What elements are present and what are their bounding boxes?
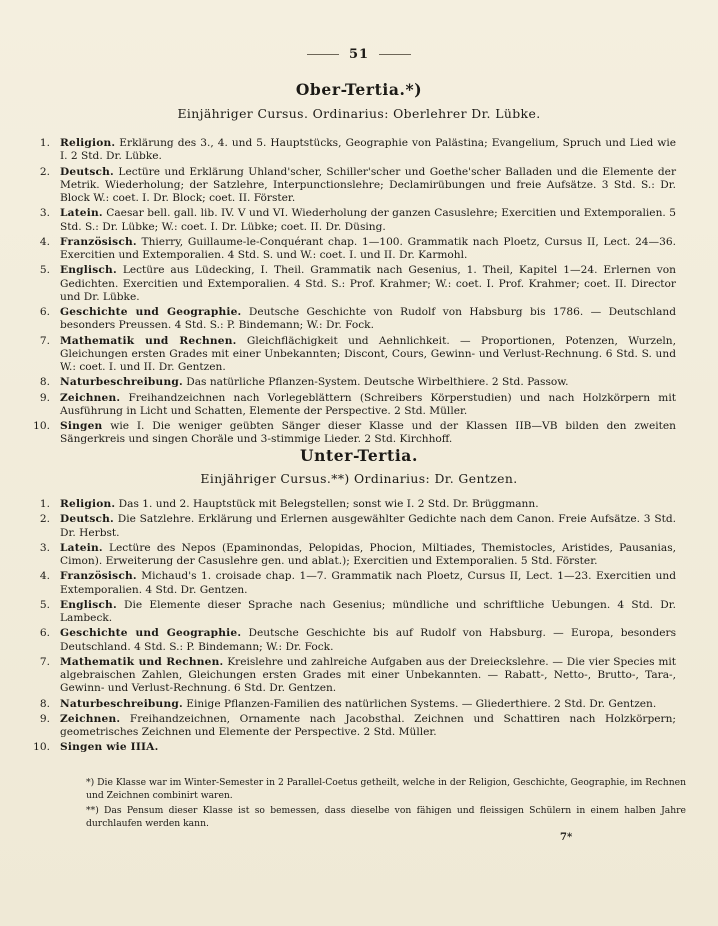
unter-tertia-list — [26, 498, 676, 757]
list-item: 6. Geschichte und Geographie. Deutsche Geschichte bis auf Rudolf von Habsburg. — Europa, besonders Deutschland. 4 Std. S.: P. Bindemann; W.: Dr. Fock. — [39, 627, 677, 653]
section-subtitle-unter-tertia: Einjähriger Cursus.**) Ordinarius: Dr. Gentzen. — [200, 471, 518, 486]
list-item: 8. Naturbeschreibung. Einige Pflanzen-Familien des natürlichen Systems. — Gliederthiere. 2 Std. Dr. Gentzen. — [39, 697, 657, 710]
footnote-1: *) Die Klasse war im Winter-Semester in 2 Parallel-Coetus getheilt, welche in der Religion, Geschichte, Geographie, im Rechnen und Zeichnen combinirt waren. — [86, 777, 686, 801]
section-subtitle-ober-tertia: Einjähriger Cursus. Ordinarius: Oberlehrer Dr. Lübke. — [177, 106, 541, 121]
list-item: 7. Mathematik und Rechnen. Kreislehre und zahlreiche Aufgaben aus der Dreieckslehre. — Die vier Species mit algebraischen Zahlen, Gleichungen ersten Grades mit einer Unbekannten. — Rabatt-, Netto-, Brutto-, Tara-, Gewinn- und Verlust-Rechnung. 6 Std. Dr. Gentzen. — [39, 655, 677, 695]
list-item: 3. Latein. Lectüre des Nepos (Epaminondas, Pelopidas, Phocion, Miltiades, Themistocles, Aristides, Pausanias, Cimon). Erweiterung der Casuslehre gen. und ablat.); Exercitien und Extemporalien. 5 Std. Förster. — [39, 541, 676, 567]
signature-mark: 7* — [560, 832, 573, 843]
list-item: 4. Französisch. Michaud's 1. croisade chap. 1—7. Grammatik nach Ploetz, Cursus II, Lect. 1—23. Exercitien und Extemporalien. 4 Std. Dr. Gentzen. — [39, 570, 676, 596]
list-item: 10. Singen wie I. Die weniger geübten Sänger dieser Klasse und der Klassen IIB—VB bilden den zweiten Sängerkreis und singen Choräle und 3-stimmige Lieder. 2 Std. Kirchhoff. — [33, 420, 676, 446]
list-item: 9. Zeichnen. Freihandzeichnen, Ornamente nach Jacobsthal. Zeichnen und Schattiren nach Holzkörpern; geometrisches Zeichnen und Elemente der Perspective. 2 Std. Müller. — [39, 712, 676, 738]
list-item: 1. Religion. Erklärung des 3., 4. und 5. Hauptstücks, Geographie von Palästina; Evangelium, Spruch und Lied wie I. 2 Std. Dr. Lübke. — [39, 137, 676, 163]
footnote-2: **) Das Pensum dieser Klasse ist so bemessen, dass dieselbe von fähigen und fleissigen Schülern in einem halben Jahre durchlaufen werden kann. — [86, 805, 686, 829]
list-item: 9. Zeichnen. Freihandzeichnen nach Vorlegeblättern (Schreibers Körperstudien) und nach Holzkörpern mit Ausführung in Licht und Schatten, Elemente der Perspective. 2 Std. Müller. — [39, 391, 676, 417]
list-item: 2. Deutsch. Lectüre und Erklärung Uhland'scher, Schiller'scher und Goethe'scher Balladen und die Elemente der Metrik. Wiederholung; der Satzlehre, Interpunctionslehre; Declamirübungen und freie Aufsätze. 3 Std. S.: Dr. Block W.: coet. I. Dr. Block; coet. II. Förster. — [39, 165, 677, 204]
ober-tertia-list — [26, 137, 676, 449]
list-item: 1. Religion. Das 1. und 2. Hauptstück mit Belegstellen; sonst wie I. 2 Std. Dr. Brüggmann. — [39, 498, 539, 510]
divider — [307, 54, 339, 55]
list-item: 10. Singen wie IIIA. — [33, 741, 159, 754]
list-item: 6. Geschichte und Geographie. Deutsche Geschichte von Rudolf von Habsburg bis 1786. — Deutschland besonders Preussen. 4 Std. S.: P. Bindemann; W.: Dr. Fock. — [39, 306, 676, 332]
list-item: 4. Französisch. Thierry, Guillaume-le-Conquérant chap. 1—100. Grammatik nach Ploetz, Cursus II, Lect. 24—36. Exercitien und Extemporalien. 4 Std. S. und W.: coet. I. und II. Dr. Karmohl. — [39, 235, 676, 261]
list-item: 7. Mathematik und Rechnen. Gleichflächigkeit und Aehnlichkeit. — Proportionen, Potenzen, Wurzeln, Gleichungen ersten Grades mit einer Unbekannten; Discont, Cours, Gewinn- und Verlust-Rechnung. 6 Std. S. und W.: coet. I. und II. Dr. Gentzen. — [39, 334, 676, 373]
list-item: 3. Latein. Caesar bell. gall. lib. IV. V und VI. Wiederholung der ganzen Casuslehre; Exercitien und Extemporalien. 5 Std. S.: Dr. Lübke; W.: coet. I. Dr. Lübke; coet. II. Dr. Düsing. — [39, 207, 676, 233]
list-item: 8. Naturbeschreibung. Das natürliche Pflanzen-System. Deutsche Wirbelthiere. 2 Std. Passow. — [39, 376, 569, 389]
list-item: 5. Englisch. Lectüre aus Lüdecking, I. Theil. Grammatik nach Gesenius, 1. Theil, Kapitel 1—24. Erlernen von Gedichten. Exercitien und Extemporalien. 4 Std. S.: Prof. Krahmer; W.: coet. I. Prof. Krahmer; coet. II. Director und Dr. Lübke. — [39, 264, 676, 303]
list-item: 2. Deutsch. Die Satzlehre. Erklärung und Erlernen ausgewählter Gedichte nach dem Canon. Freie Aufsätze. 3 Std. Dr. Herbst. — [39, 513, 676, 539]
list-item: 5. Englisch. Die Elemente dieser Sprache nach Gesenius; mündliche und schriftliche Uebungen. 4 Std. Dr. Lambeck. — [39, 598, 676, 624]
page-number: 51 — [0, 47, 718, 62]
divider — [379, 54, 411, 55]
section-title-ober-tertia: Ober-Tertia.*) — [295, 80, 423, 99]
section-title-unter-tertia: Unter-Tertia. — [300, 446, 418, 465]
